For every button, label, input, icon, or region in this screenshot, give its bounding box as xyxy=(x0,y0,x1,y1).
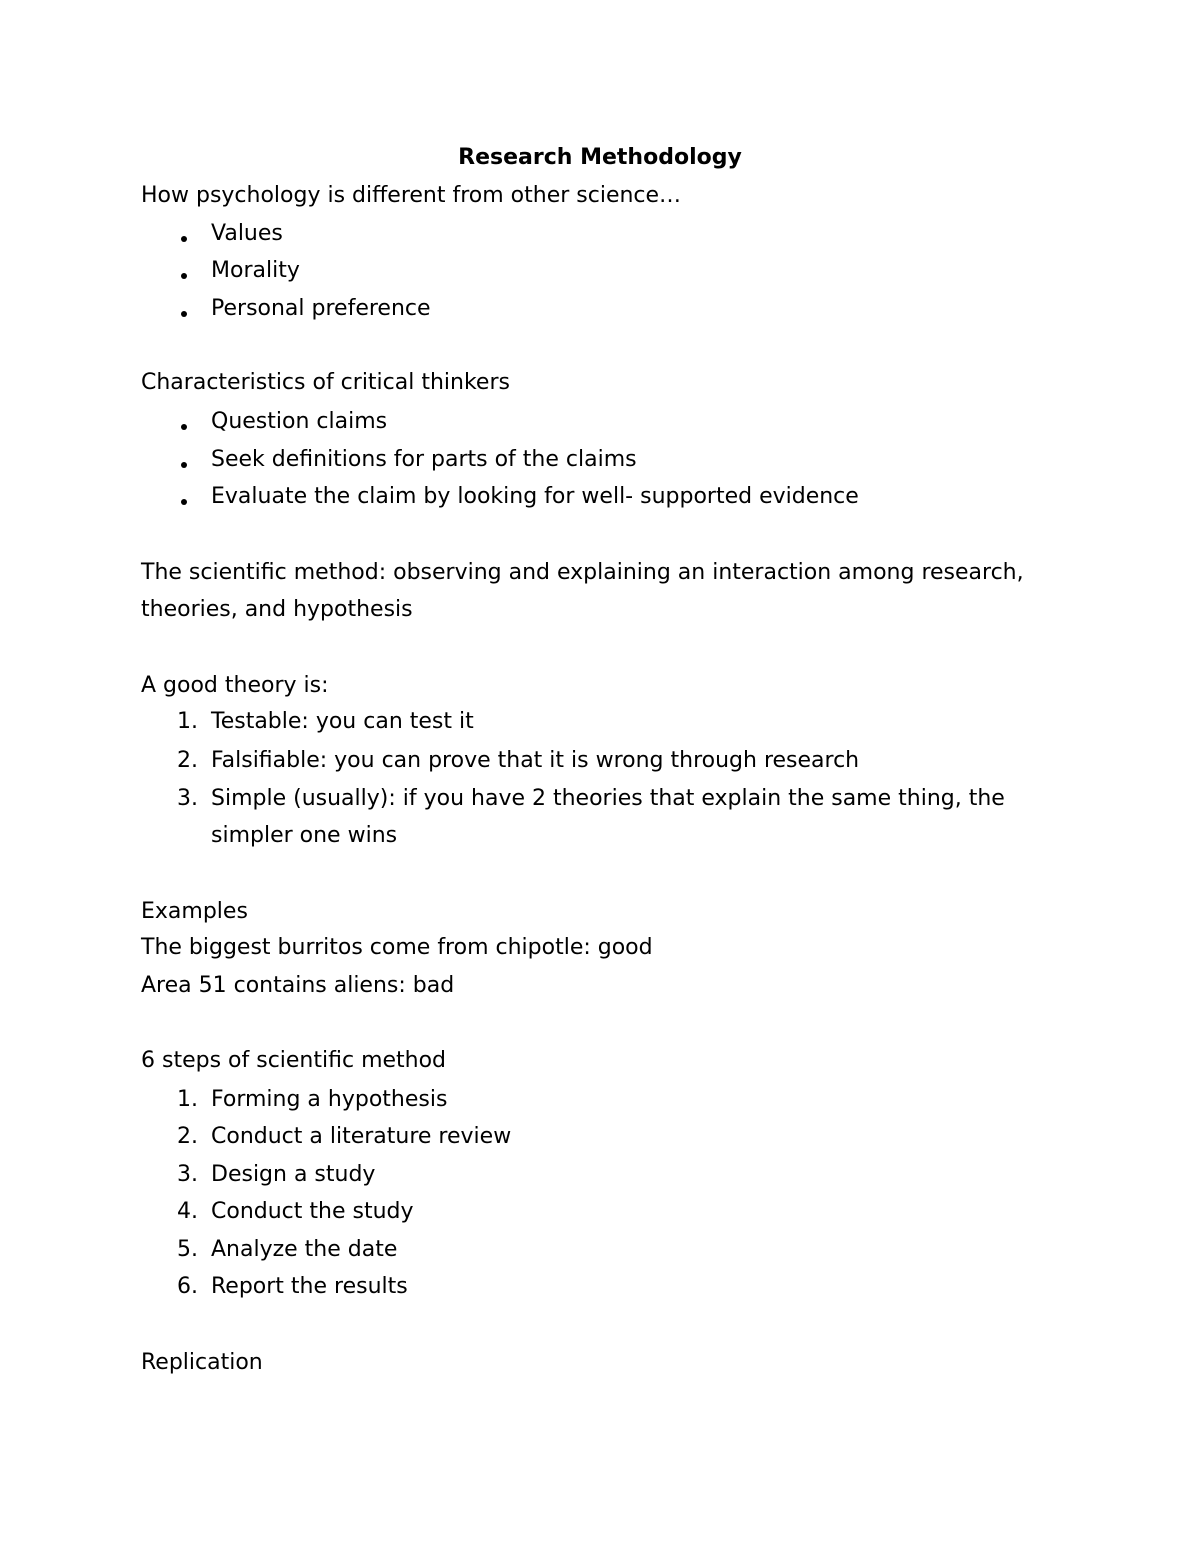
list-number: 1. xyxy=(177,1087,198,1112)
bullet-icon xyxy=(181,311,187,317)
list-item: Seek definitions for parts of the claims xyxy=(211,447,637,472)
list-item: Analyze the date xyxy=(211,1237,398,1262)
section-heading-theory: A good theory is: xyxy=(141,673,329,698)
paragraph-scientific-method-line1: The scientific method: observing and explaining an interaction among research, xyxy=(141,560,1024,585)
list-item: Testable: you can test it xyxy=(211,709,474,734)
example-line: Area 51 contains aliens: bad xyxy=(141,973,455,998)
list-number: 3. xyxy=(177,1162,198,1187)
section-heading-examples: Examples xyxy=(141,899,248,924)
bullet-icon xyxy=(181,462,187,468)
list-item: Forming a hypothesis xyxy=(211,1087,448,1112)
list-number: 6. xyxy=(177,1274,198,1299)
list-number: 5. xyxy=(177,1237,198,1262)
list-item: Question claims xyxy=(211,409,388,434)
list-item: Conduct a literature review xyxy=(211,1124,512,1149)
bullet-icon xyxy=(181,273,187,279)
example-line: The biggest burritos come from chipotle: good xyxy=(141,935,653,960)
list-number: 2. xyxy=(177,1124,198,1149)
section-heading-steps: 6 steps of scientific method xyxy=(141,1048,447,1073)
bullet-icon xyxy=(181,499,187,505)
list-number: 3. xyxy=(177,786,198,811)
list-item: Conduct the study xyxy=(211,1199,414,1224)
list-item: Simple (usually): if you have 2 theories that explain the same thing, the xyxy=(211,786,1005,811)
list-item-continuation: simpler one wins xyxy=(211,823,398,848)
list-number: 2. xyxy=(177,748,198,773)
section-heading-difference: How psychology is different from other science… xyxy=(141,183,682,208)
list-item: Report the results xyxy=(211,1274,408,1299)
list-item: Evaluate the claim by looking for well- supported evidence xyxy=(211,484,859,509)
list-item: Design a study xyxy=(211,1162,376,1187)
bullet-icon xyxy=(181,424,187,430)
list-number: 4. xyxy=(177,1199,198,1224)
list-number: 1. xyxy=(177,709,198,734)
section-heading-critical: Characteristics of critical thinkers xyxy=(141,370,510,395)
list-item: Falsifiable: you can prove that it is wrong through research xyxy=(211,748,860,773)
list-item: Values xyxy=(211,221,283,246)
paragraph-scientific-method-line2: theories, and hypothesis xyxy=(141,597,413,622)
section-heading-replication: Replication xyxy=(141,1350,263,1375)
list-item: Morality xyxy=(211,258,300,283)
list-item: Personal preference xyxy=(211,296,431,321)
document-title: Research Methodology xyxy=(458,145,742,170)
bullet-icon xyxy=(181,236,187,242)
